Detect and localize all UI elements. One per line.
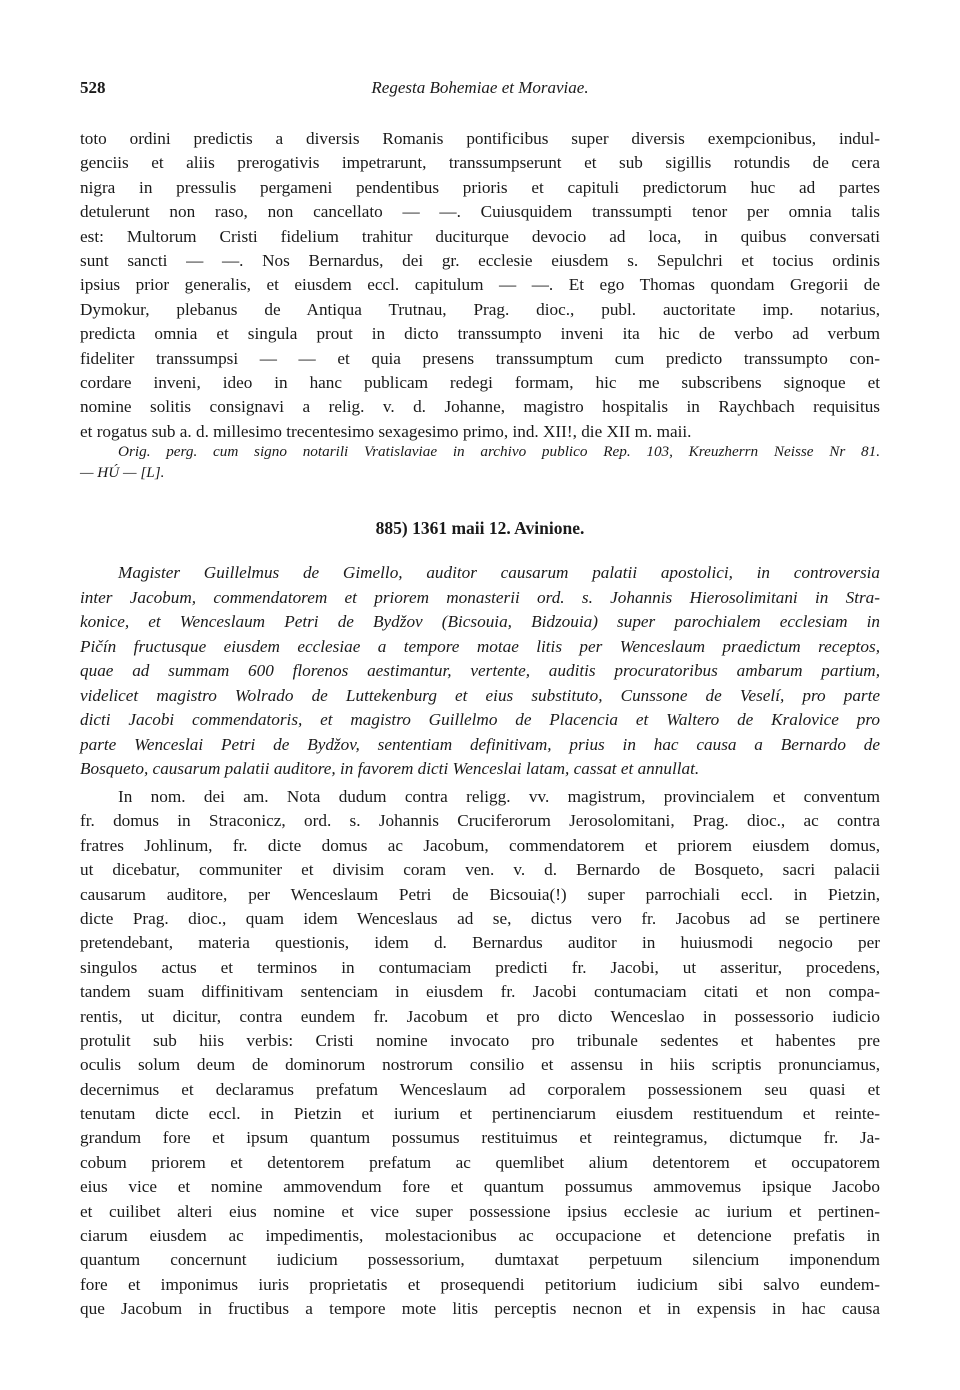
body-line: decernimus et declaramus prefatum Wenceslaum ad corporalem possessionem seu quasi et [80,1079,880,1099]
body-line: ciarum eiusdem ac impedimentis, molestacionibus ac occupacione et detencione prefatis in [80,1226,880,1246]
text-line: detulerunt non raso, non cancellato — —. Cuiusquidem transsumpti tenor per omnia talis [80,202,880,222]
body-line: fratres Johlinum, fr. dicte domus ac Jacobum, commendatorem et priorem eiusdem domus, [80,835,880,855]
body-line: causarum auditore, per Wenceslaum Petri de Bicsouia(!) super parrochiali eccl. in Pietzin, [80,884,880,904]
text-line: nomine solitis consignavi a relig. v. d. Johanne, magistro hospitalis in Raychbach requisitus [80,397,880,417]
source-line: Orig. perg. cum signo notarili Vratislaviae in archivo publico Rep. 103, Kreuzherrn Neisse Nr 81. [118,443,880,460]
regest-line: Pičín fructusque eiusdem ecclesiae a tempore motae litis per Wenceslaum praedictum receptos, [80,636,880,656]
source-note [80,441,880,483]
regest-line: dicti Jacobi commendatoris, et magistro Guillelmo de Placencia et Waltero de Kralovice pro [80,710,880,729]
body-line: et cuilibet alteri eius nomine et vice super possessione ipsius ecclesie ac iurium et pertinen- [80,1201,880,1221]
body-line: fr. domus in Straconicz, ord. s. Johannis Cruciferorum Jerosolomitani, Prag. dioc., ac contra [80,811,880,831]
text-line: et rogatus sub a. d. millesimo trecentesimo sexagesimo primo, ind. XII!, die XII m. maii. [80,421,692,441]
text-line: sunt sancti — —. Nos Bernardus, dei gr. ecclesie eiusdem s. Sepulchri et tocius ordinis [80,250,880,270]
regest-line: parte Wenceslai Petri de Bydžov, sententiam definitivam, prius in hac causa a Bernardo de [80,734,880,754]
regest-line: Magister Guillelmus de Gimello, auditor causarum palatii apostolici, in controversia [118,563,880,582]
body-line: cobum priorem et detentorem prefatum ac quemlibet alium detentorem et occupatorem [80,1152,880,1172]
text-line: ipsius prior generalis, et eiusdem eccl. capitulum — —. Et ego Thomas quondam Gregorii de [80,275,880,295]
text-line: est: Multorum Cristi fidelium trahitur duciturque devocio ad loca, in quibus conversati [80,226,880,246]
regest-line: Bosqueto, causarum palatii auditore, in favorem dicti Wenceslai latam, cassat et annullat. [80,759,700,778]
body-line: singulos actus et terminos in contumaciam predicti fr. Jacobi, ut asseritur, procedens, [80,957,880,977]
text-line: Dymokur, plebanus de Antiqua Trutnau, Prag. dioc., publ. auctoritate imp. notarius, [80,299,880,319]
body-line: In nom. dei am. Nota dudum contra religg. vv. magistrum, provincialem et conventum [118,787,880,806]
running-title: Regesta Bohemiae et Moraviae. [371,78,589,97]
body-line: grandum fore et ipsum quantum possumus restituimus et reintegramus, dictumque fr. Ja- [80,1128,880,1148]
regest-summary [80,561,880,782]
text-line: nigra in pressulis pergameni pendentibus prioris et capituli predictorum huc ad partes [80,177,880,197]
body-line: dicte Prag. dioc., quam idem Wenceslaus ad se, dictus vero fr. Jacobus ad se pertinere [80,908,880,928]
regest-line: videlicet magistro Wolrado de Luttekenburg et eius substituto, Cunssone de Veselí, pro parte [80,685,880,705]
body-line: ut dicebatur, communiter et divisim coram ven. v. d. Bernardo de Bosqueto, sacri palacii [80,860,880,880]
text-line: genciis et aliis prerogativis impetrarunt, transsumpserunt et sub sigillis rotundis de cera [80,153,880,173]
regest-line: konice, et Wenceslaum Petri de Bydžov (Bicsouia, Bidzouia) super parochialem ecclesiam in [80,612,880,631]
page-number: 528 [80,78,106,97]
text-line: predicta omnia et singula prout in dicto transsumpto inveni ita hic de verbo ad verbum [80,324,880,344]
body-line: tandem suam diffinitivam sentenciam in eiusdem fr. Jacobi contumaciam citati et non compa- [80,982,880,1002]
entry-heading: 885) 1361 maii 12. Avinione. [375,518,585,538]
regest-line: quae ad summam 600 florenos aestimantur, vertente, auditis procuratoribus ambarum partium, [80,661,880,680]
body-line: oculis solum deum de dominorum nostrorum consilio et assensu in hiis scriptis pronunciamus, [80,1055,880,1075]
lead-paragraph [80,127,880,444]
body-line: pretendebant, materia questionis, idem d. Bernardus auditor in huiusmodi negocio per [80,933,880,953]
page-header [80,78,880,102]
source-line: — HÚ — [L]. [80,464,165,481]
text-line: cordare inveni, ideo in hanc publicam redegi formam, hic me subscribens signoque et [80,372,880,392]
text-line: fideliter transsumpsi — — et quia presens transsumptum cum predicto transsumpto con- [80,348,880,368]
text-line: toto ordini predictis a diversis Romanis pontificibus super diversis exempcionibus, indul- [80,129,880,148]
body-line: que Jacobum in fructibus a tempore mote litis perceptis necnon et in expensis in hac causa [80,1299,880,1319]
body-line: quantum concernunt iudicium possessorium, dumtaxat perpetuum silencium imponendum [80,1250,880,1270]
body-line: rentis, ut dicitur, contra eundem fr. Jacobum et pro dicto Wenceslao in possessorio iudicio [80,1006,880,1026]
body-line: protulit sub hiis verbis: Cristi nomine invocato pro tribunale sedentes et habentes pre [80,1030,880,1050]
body-line: fore et imponimus iuris proprietatis et prosequendi petitorium iudicium sibi salvo eundem- [80,1274,880,1294]
body-line: tenutam dicte eccl. in Pietzin et iurium et pertinenciarum eiusdem restituendum et reinte- [80,1104,880,1124]
regest-line: inter Jacobum, commendatorem et priorem monasterii ord. s. Johannis Hierosolimitani in Stra- [80,587,880,607]
charter-body [80,785,880,1322]
body-line: eius vice et nomine ammovendum fore et quantum possumus ammovemus ipsique Jacobo [80,1177,880,1197]
